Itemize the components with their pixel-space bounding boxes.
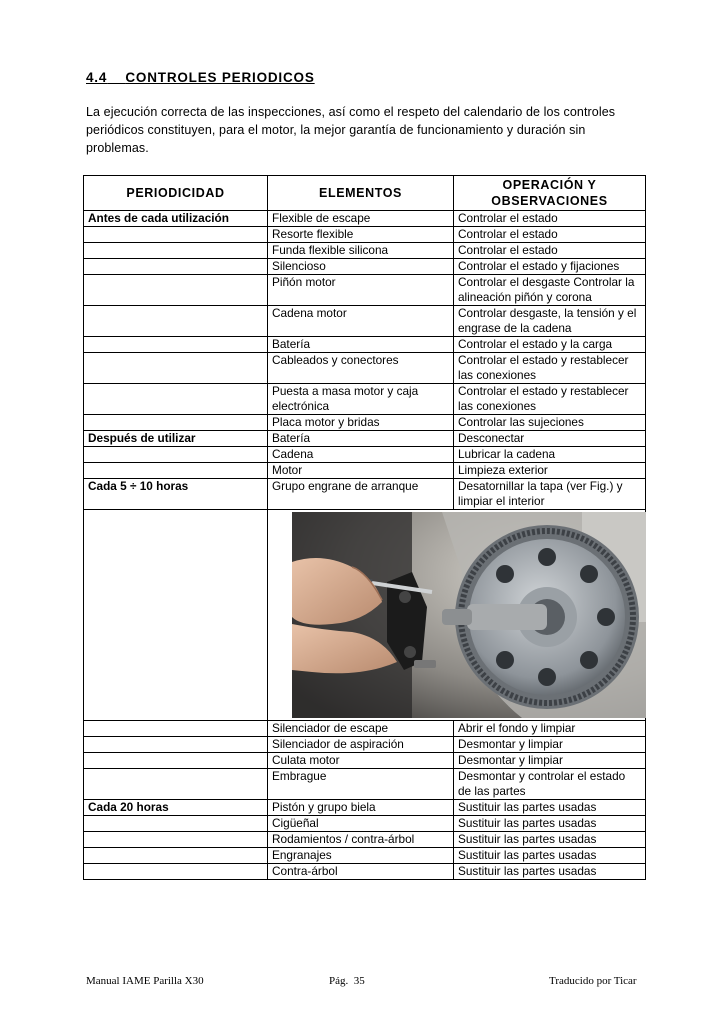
operation-cell: Lubricar la cadena — [454, 447, 646, 463]
element-cell: Silenciador de escape — [268, 721, 454, 737]
element-cell: Resorte flexible — [268, 227, 454, 243]
element-cell: Motor — [268, 463, 454, 479]
controls-table — [83, 175, 646, 880]
operation-cell: Sustituir las partes usadas — [454, 816, 646, 832]
period-cell: Cada 5 ÷ 10 horas — [84, 479, 268, 510]
element-cell: Cableados y conectores — [268, 353, 454, 384]
table-row — [84, 721, 646, 737]
section-number: 4.4 — [86, 70, 108, 85]
footer-page-number: Pág. 35 — [329, 975, 365, 987]
photo-cell — [268, 510, 646, 721]
header-elementos: ELEMENTOS — [268, 176, 454, 211]
element-cell: Puesta a masa motor y caja electrónica — [268, 384, 454, 415]
operation-cell: Controlar el estado — [454, 211, 646, 227]
table-row — [84, 337, 646, 353]
operation-cell: Controlar el estado — [454, 243, 646, 259]
operation-cell: Sustituir las partes usadas — [454, 800, 646, 816]
engine-starter-photo — [292, 512, 646, 718]
period-cell: Después de utilizar — [84, 431, 268, 447]
operation-cell: Desmontar y limpiar — [454, 753, 646, 769]
element-cell: Placa motor y bridas — [268, 415, 454, 431]
element-cell: Batería — [268, 431, 454, 447]
header-operacion: OPERACIÓN Y OBSERVACIONES — [454, 176, 646, 211]
operation-cell: Limpieza exterior — [454, 463, 646, 479]
period-cell-blank — [84, 415, 268, 431]
footer-right: Traducido por Ticar — [549, 975, 637, 987]
section-heading — [86, 70, 315, 85]
element-cell: Batería — [268, 337, 454, 353]
period-cell-blank — [84, 227, 268, 243]
table-row — [84, 816, 646, 832]
period-cell-blank — [84, 816, 268, 832]
period-cell-blank — [84, 337, 268, 353]
element-cell: Embrague — [268, 769, 454, 800]
element-cell: Cadena — [268, 447, 454, 463]
table-row — [84, 353, 646, 384]
table-row — [84, 211, 646, 227]
element-cell: Cigüeñal — [268, 816, 454, 832]
operation-cell: Desmontar y limpiar — [454, 737, 646, 753]
operation-cell: Desconectar — [454, 431, 646, 447]
table-row — [84, 864, 646, 880]
table-row — [84, 832, 646, 848]
section-title: CONTROLES PERIODICOS — [125, 70, 315, 85]
table-row — [84, 753, 646, 769]
element-cell: Rodamientos / contra-árbol — [268, 832, 454, 848]
operation-cell: Controlar el estado y fijaciones — [454, 259, 646, 275]
period-cell-blank — [84, 259, 268, 275]
operation-cell: Controlar las sujeciones — [454, 415, 646, 431]
table-row — [84, 275, 646, 306]
table-row — [84, 479, 646, 510]
table-row — [84, 384, 646, 415]
operation-cell: Controlar el desgaste Controlar la alineación piñón y corona — [454, 275, 646, 306]
table-row — [84, 737, 646, 753]
intro-paragraph: La ejecución correcta de las inspecciones, así como el respeto del calendario de los controles periódicos constituyen, para el motor, la mejor garantía de funcionamiento y duración sin problemas. — [86, 105, 616, 155]
table-row — [84, 447, 646, 463]
operation-cell: Sustituir las partes usadas — [454, 832, 646, 848]
period-cell-blank — [84, 384, 268, 415]
table-row — [84, 227, 646, 243]
period-cell: Cada 20 horas — [84, 800, 268, 816]
element-cell: Cadena motor — [268, 306, 454, 337]
period-cell-blank — [84, 243, 268, 259]
footer-left: Manual IAME Parilla X30 — [86, 975, 204, 987]
period-cell-blank — [84, 864, 268, 880]
period-cell-blank — [84, 753, 268, 769]
period-cell-blank — [84, 463, 268, 479]
table-row — [84, 769, 646, 800]
element-cell: Flexible de escape — [268, 211, 454, 227]
element-cell: Pistón y grupo biela — [268, 800, 454, 816]
operation-cell: Desmontar y controlar el estado de las partes — [454, 769, 646, 800]
operation-cell: Abrir el fondo y limpiar — [454, 721, 646, 737]
element-cell: Engranajes — [268, 848, 454, 864]
operation-cell: Controlar el estado y restablecer las conexiones — [454, 353, 646, 384]
period-cell-blank — [84, 275, 268, 306]
table-row — [84, 848, 646, 864]
operation-cell: Desatornillar la tapa (ver Fig.) y limpiar el interior — [454, 479, 646, 510]
period-cell-blank — [84, 848, 268, 864]
element-cell: Grupo engrane de arranque — [268, 479, 454, 510]
element-cell: Funda flexible silicona — [268, 243, 454, 259]
header-periodicidad: PERIODICIDAD — [84, 176, 268, 211]
photo-row — [84, 510, 646, 721]
period-cell-blank — [84, 769, 268, 800]
element-cell: Culata motor — [268, 753, 454, 769]
period-cell-blank — [84, 510, 268, 721]
operation-cell: Controlar el estado y restablecer las conexiones — [454, 384, 646, 415]
element-cell: Contra-árbol — [268, 864, 454, 880]
operation-cell: Controlar desgaste, la tensión y el engrase de la cadena — [454, 306, 646, 337]
period-cell-blank — [84, 721, 268, 737]
element-cell: Piñón motor — [268, 275, 454, 306]
operation-cell: Sustituir las partes usadas — [454, 848, 646, 864]
operation-cell: Sustituir las partes usadas — [454, 864, 646, 880]
table-row — [84, 463, 646, 479]
table-row — [84, 800, 646, 816]
period-cell-blank — [84, 306, 268, 337]
table-row — [84, 415, 646, 431]
period-cell-blank — [84, 353, 268, 384]
element-cell: Silenciador de aspiración — [268, 737, 454, 753]
period-cell-blank — [84, 737, 268, 753]
operation-cell: Controlar el estado — [454, 227, 646, 243]
table-row — [84, 243, 646, 259]
period-cell-blank — [84, 447, 268, 463]
period-cell: Antes de cada utilización — [84, 211, 268, 227]
table-row — [84, 259, 646, 275]
table-row — [84, 306, 646, 337]
element-cell: Silencioso — [268, 259, 454, 275]
operation-cell: Controlar el estado y la carga — [454, 337, 646, 353]
table-header-row — [84, 176, 646, 211]
table-row — [84, 431, 646, 447]
period-cell-blank — [84, 832, 268, 848]
